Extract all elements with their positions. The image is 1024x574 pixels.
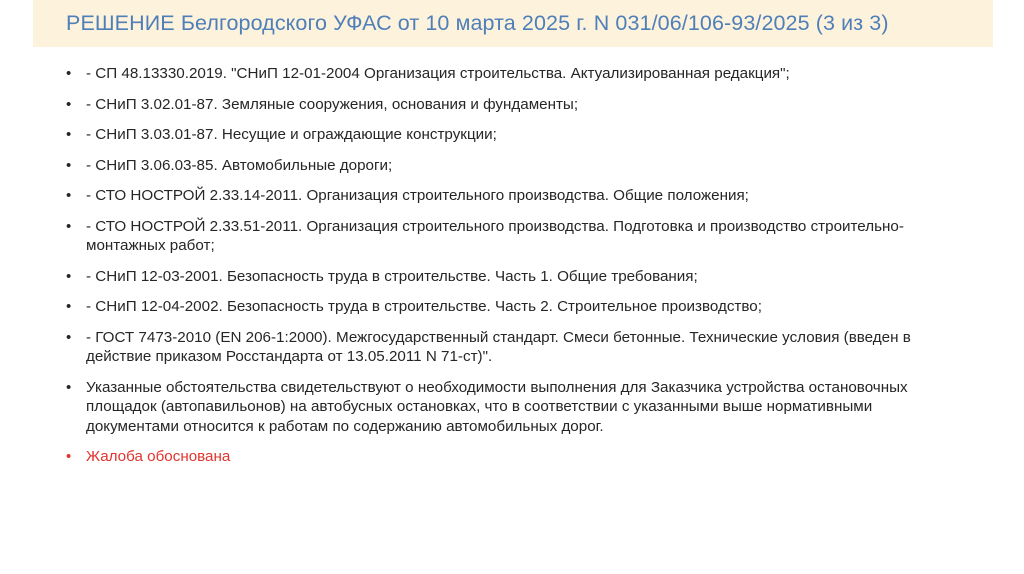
bullet-item xyxy=(62,217,962,256)
bullet-list xyxy=(62,64,962,467)
slide-content xyxy=(62,64,962,478)
bullet-text: - СНиП 12-04-2002. Безопасность труда в строительстве. Часть 2. Строительное производство; xyxy=(86,298,762,315)
bullet-text: - СНиП 3.02.01-87. Земляные сооружения, основания и фундаменты; xyxy=(86,95,579,113)
bullet-icon: • xyxy=(66,267,72,285)
bullet-icon: • xyxy=(66,298,72,315)
bullet-item xyxy=(62,267,962,287)
bullet-item xyxy=(62,156,962,176)
bullet-item xyxy=(62,378,962,437)
bullet-icon: • xyxy=(66,448,72,465)
bullet-item xyxy=(62,328,962,367)
bullet-text: - ГОСТ 7473-2010 (EN 206-1:2000). Межгосударственный стандарт. Смеси бетонные. Технические условия (введен в действие приказом Росстандарта от 13.05.2011 N 71-ст)". xyxy=(86,328,911,365)
bullet-text: - СП 48.13330.2019. "СНиП 12-01-2004 Организация строительства. Актуализированная редакция"; xyxy=(86,65,790,82)
bullet-icon: • xyxy=(66,217,72,235)
bullet-icon: • xyxy=(66,328,72,346)
conclusion-item xyxy=(62,447,962,467)
bullet-icon: • xyxy=(66,187,72,204)
bullet-text: - СНиП 3.03.01-87. Несущие и ограждающие конструкции; xyxy=(86,126,497,143)
bullet-icon: • xyxy=(66,156,72,174)
title-bar xyxy=(33,0,993,47)
bullet-item xyxy=(62,95,962,115)
bullet-text: - СТО НОСТРОЙ 2.33.51-2011. Организация строительного производства. Подготовка и производство строительно-монтажных работ; xyxy=(86,217,904,254)
bullet-text: - СНиП 3.06.03-85. Автомобильные дороги; xyxy=(86,156,393,174)
bullet-text: Указанные обстоятельства свидетельствуют о необходимости выполнения для Заказчика устройства остановочных площадок (автопавильонов) на автобусных остановках, что в соответствии с указанными выше нормативными документами относится к работам по содержанию автомобильных дорог. xyxy=(86,378,908,435)
bullet-item xyxy=(62,297,962,317)
bullet-icon: • xyxy=(66,378,72,396)
bullet-item xyxy=(62,186,962,206)
bullet-item xyxy=(62,125,962,145)
bullet-text: - СНиП 12-03-2001. Безопасность труда в строительстве. Часть 1. Общие требования; xyxy=(86,267,698,285)
conclusion-text: Жалоба обоснована xyxy=(86,448,231,465)
slide-title: РЕШЕНИЕ Белгородского УФАС от 10 марта 2025 г. N 031/06/106-93/2025 (3 из 3) xyxy=(66,11,889,35)
bullet-icon: • xyxy=(66,95,72,113)
bullet-icon: • xyxy=(66,65,72,82)
bullet-icon: • xyxy=(66,126,72,143)
bullet-text: - СТО НОСТРОЙ 2.33.14-2011. Организация строительного производства. Общие положения; xyxy=(86,187,749,204)
bullet-item xyxy=(62,64,962,84)
